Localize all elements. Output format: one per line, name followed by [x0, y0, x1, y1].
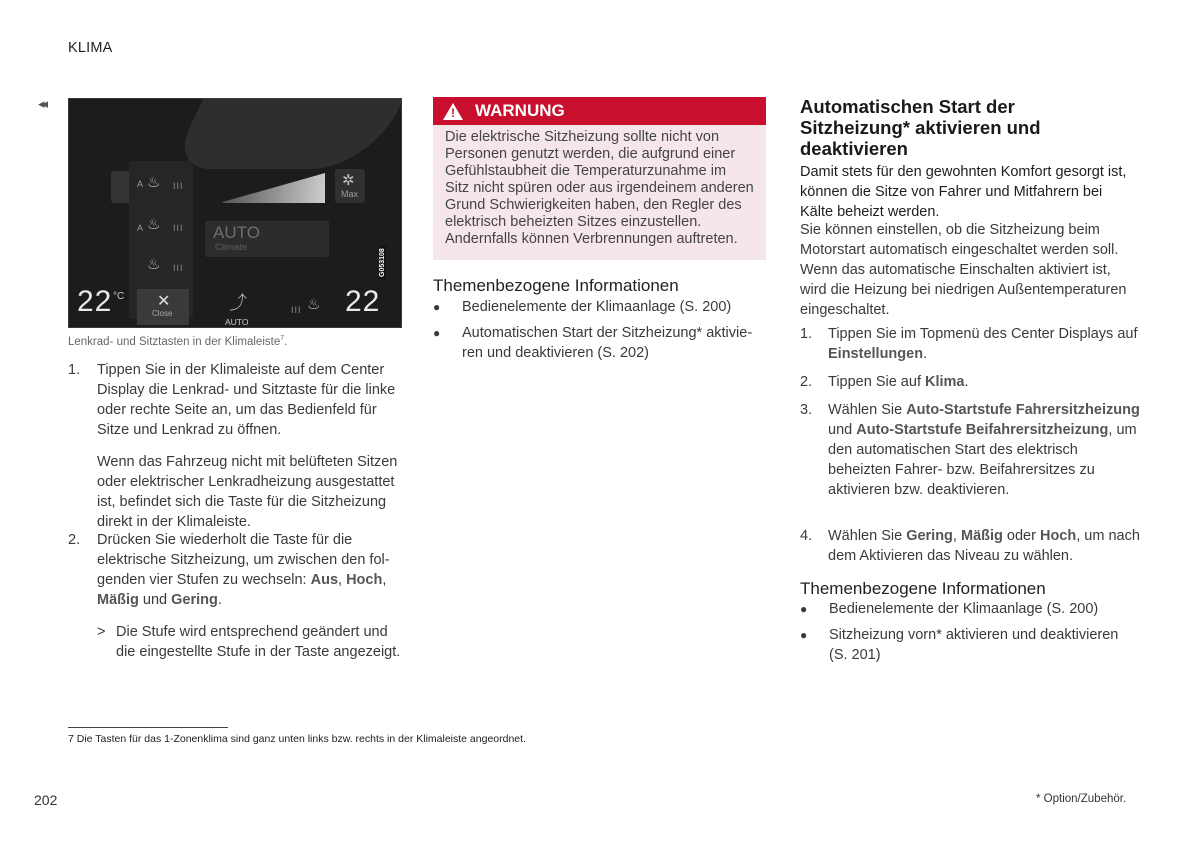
- related-info-list-col3: [800, 599, 1140, 671]
- option-note: * Option/Zubehör.: [1036, 793, 1127, 805]
- temp-unit: °C: [113, 291, 125, 302]
- max-label: Max: [341, 189, 359, 199]
- level-bars-3: III: [173, 263, 184, 273]
- temp-right: 22: [345, 285, 381, 318]
- close-icon: ✕: [157, 293, 171, 310]
- auto-small-label: AUTO: [225, 317, 249, 327]
- col3-step-2: 2. Tippen Sie auf Klima.: [800, 374, 969, 390]
- level-bars-1: III: [173, 181, 184, 191]
- section-header: KLIMA: [68, 40, 113, 56]
- steering-heat-icon: ♨: [147, 174, 161, 191]
- seat-vent-icon: ♨: [147, 256, 161, 273]
- decorative-shape: [170, 98, 402, 169]
- col3-step-4: 4. Wählen Sie Gering, Mäßig oder Hoch, um nach dem Aktivieren das Niveau zu wählen.: [800, 528, 1140, 564]
- temp-left: 22: [77, 285, 113, 318]
- airflow-icon: ⤴: [229, 293, 247, 313]
- level-a-2: A: [137, 223, 144, 233]
- page-number: 202: [34, 792, 58, 808]
- step-2: 2. Drücken Sie wiederholt die Taste für die elektrische Sitzheizung, um zwischen den folgenden vier Stufen zu wechseln: Aus, Hoch, Mäßig und Gering. > Die Stufe wird entsprechend geändert und die eingestellte Stufe in der Taste angezeigt.: [68, 530, 403, 662]
- level-bars-4: III: [291, 305, 302, 315]
- warning-box: [433, 97, 766, 260]
- previous-page-icon[interactable]: ◂◂: [38, 96, 46, 111]
- intro-text: Damit stets für den gewohnten Komfort gesorgt ist, können die Sitze von Fahrer und Mitfahrern bei Kälte beheizt werden.: [800, 164, 1127, 220]
- list-item[interactable]: ● Bedienelemente der Klimaanlage (S. 200): [800, 601, 1099, 617]
- col3-step-1: 1. Tippen Sie im Topmenü des Center Displays auf Einstellungen.: [800, 326, 1138, 362]
- image-caption: Lenkrad- und Sitztasten in der Klimaleiste$^7$.: [68, 335, 288, 348]
- section-title: Automatischen Start der Sitzheizung* aktivieren und deaktivieren: [800, 96, 1041, 159]
- step-2-result: > Die Stufe wird entsprechend geändert und die eingestellte Stufe in der Taste angezeigt.: [97, 624, 401, 660]
- warning-text: Die elektrische Sitzheizung sollte nicht von Personen genutzt werden, die aufgrund einer Gefühlstaubheit die Temperaturzunahme im Sitz nicht spüren oder aus irgendeinem anderen Grund Schwierigkeiten haben, den Regler des elektrisch beheizten Sitzes einzustellen. Andernfalls können Verbrennungen auftreten.: [445, 129, 754, 247]
- fan-max-button: [335, 169, 365, 203]
- list-item[interactable]: ● Sitzheizung vorn* aktivieren und deaktivieren (S. 201): [800, 627, 1119, 663]
- warning-title: WARNUNG: [475, 101, 565, 120]
- close-label: Close: [152, 309, 173, 318]
- col3-step-3: 3. Wählen Sie Auto-Startstufe Fahrersitzheizung und Auto-Startstufe Beifahrersitzheizung, um den automatischen Start des elektrisch beheizten Fahrer- bzw. Beifahrersitzes zu aktivieren bzw. deaktivieren.: [800, 402, 1140, 498]
- related-info-list-col2: [433, 297, 768, 369]
- list-item[interactable]: ● Bedienelemente der Klimaanlage (S. 200): [433, 299, 732, 315]
- fan-level-bar: [219, 173, 325, 203]
- body-text: Sie können einstellen, ob die Sitzheizung beim Motorstart automatisch eingeschaltet werden soll. Wenn das automatische Einschalten aktiviert ist, wird die Heizung bei niedrigen Außentemperaturen eingeschaltet.: [800, 222, 1127, 318]
- level-a-1: A: [137, 179, 144, 189]
- step-1-note: Wenn das Fahrzeug nicht mit belüfteten Sitzen oder elektrischer Lenkradheizung ausgestattet ist, befindet sich die Taste für die Sitzheizung direkt in der Klimaleiste.: [97, 454, 398, 530]
- related-info-title-col2: Themenbezogene Informationen: [433, 276, 679, 295]
- fan-icon: ✲: [342, 172, 355, 189]
- climate-label: Climate: [215, 242, 248, 253]
- footnote-divider: [68, 727, 228, 728]
- seat-heat-icon: ♨: [147, 216, 161, 233]
- image-code: G053108: [379, 248, 386, 277]
- warning-icon: !: [443, 103, 463, 120]
- warning-header: [433, 97, 766, 125]
- level-bars-2: III: [173, 223, 184, 233]
- related-info-title-col3: Themenbezogene Informationen: [800, 579, 1046, 598]
- step-1: 1. Tippen Sie in der Klimaleiste auf dem Center Display die Lenkrad- und Sitztaste für die linke oder rechte Seite an, um das Bedienfeld für Sitze und Lenkrad zu öffnen. Wenn das Fahrzeug nicht mit belüfteten Sitzen oder elektrischer Lenkradheizung ausgestattet ist, befindet sich die Taste für die Sitzheizung direkt in der Klimaleiste.: [68, 360, 403, 532]
- footnote: 7 Die Tasten für das 1-Zonenklima sind ganz unten links bzw. rechts in der Klimaleiste angeordnet.: [68, 733, 526, 745]
- seat-heat-right-icon: ♨: [307, 296, 321, 313]
- auto-label: AUTO: [213, 223, 260, 242]
- list-item[interactable]: ● Automatischen Start der Sitzheizung* aktivieren und deaktivieren (S. 202): [433, 325, 753, 361]
- climate-screen-image: [68, 98, 402, 328]
